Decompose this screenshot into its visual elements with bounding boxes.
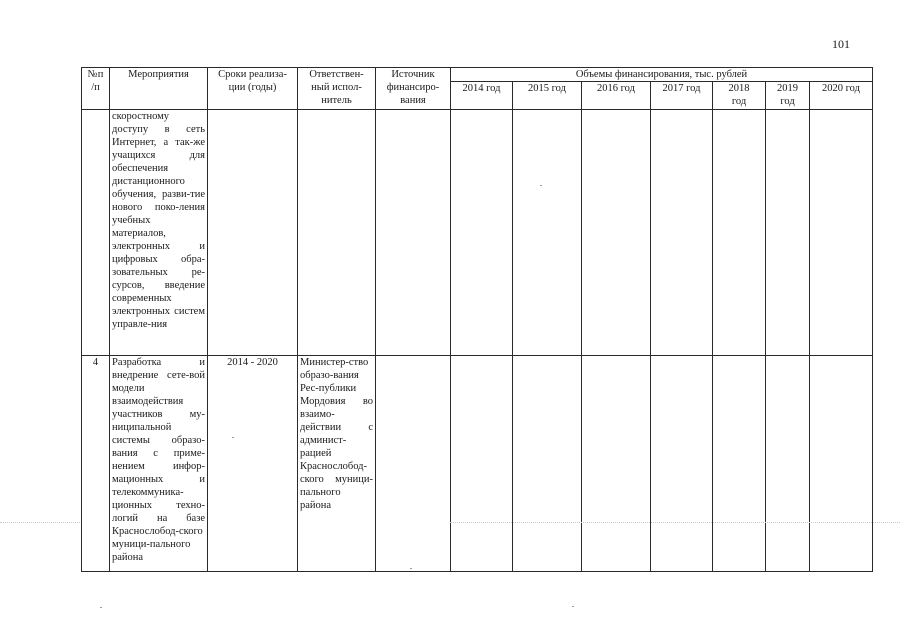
row-year-cell <box>451 110 513 356</box>
header-year-2015: 2015 год <box>513 82 582 110</box>
table-row <box>82 356 873 572</box>
header-year-2020: 2020 год <box>810 82 873 110</box>
row-year-cell <box>651 110 713 356</box>
scan-artifact <box>410 568 412 569</box>
row-year-cell <box>451 356 513 572</box>
header-year-2018: 2018 год <box>713 82 766 110</box>
header-year-2014: 2014 год <box>451 82 513 110</box>
header-terms: Сроки реализа- ции (годы) <box>208 68 298 110</box>
row-year-cell <box>713 110 766 356</box>
header-row <box>82 68 873 82</box>
scan-artifact <box>0 522 80 523</box>
row-year-cell <box>582 356 651 572</box>
header-num: №п /п <box>82 68 110 110</box>
row-num <box>82 110 110 356</box>
row-year-cell <box>766 356 810 572</box>
row-year-cell <box>810 356 873 572</box>
page-number: 101 <box>832 37 850 51</box>
row-responsible <box>298 110 376 356</box>
table-row <box>82 110 873 356</box>
row-year-cell <box>513 110 582 356</box>
header-year-2016: 2016 год <box>582 82 651 110</box>
row-year-cell <box>766 110 810 356</box>
row-num: 4 <box>82 356 110 572</box>
row-terms: 2014 - 2020 <box>208 356 298 572</box>
header-funding-group: Объемы финансирования, тыс. рублей <box>451 68 873 82</box>
row-year-cell <box>713 356 766 572</box>
row-year-cell <box>582 110 651 356</box>
row-source <box>376 356 451 572</box>
row-measure: скоростному доступу в сеть Интернет, а так-же учащихся для обеспечения дистанционного обучения, разви-тие нового поко-ления учебных материалов, электронных и цифровых обра-зовательных ре-сурсов, введение современных электронных систем управле-ния <box>110 110 208 356</box>
scan-artifact <box>450 522 900 523</box>
row-year-cell <box>810 110 873 356</box>
row-year-cell <box>513 356 582 572</box>
row-source <box>376 110 451 356</box>
scan-artifact <box>232 437 234 438</box>
funding-plan-table <box>81 67 873 572</box>
scan-artifact <box>572 606 574 607</box>
row-terms <box>208 110 298 356</box>
header-year-2019: 2019 год <box>766 82 810 110</box>
header-year-2017: 2017 год <box>651 82 713 110</box>
row-responsible: Министер-ство образо-вания Рес-публики Мордовия во взаимо-действии с админист-рацией Краснослобод-ского муници-пального района <box>298 356 376 572</box>
header-source: Источник финансиро- вания <box>376 68 451 110</box>
scan-artifact <box>540 185 542 186</box>
header-measures: Мероприятия <box>110 68 208 110</box>
row-measure: Разработка и внедрение сете-вой модели взаимодействия участников му-ниципальной системы образо-вания с приме-нением инфор-мационных и телекоммуника-ционных техно-логий на базе Краснослобод-ского муници-пального района <box>110 356 208 572</box>
row-year-cell <box>651 356 713 572</box>
scan-artifact <box>100 607 102 608</box>
header-responsible: Ответствен- ный испол- нитель <box>298 68 376 110</box>
